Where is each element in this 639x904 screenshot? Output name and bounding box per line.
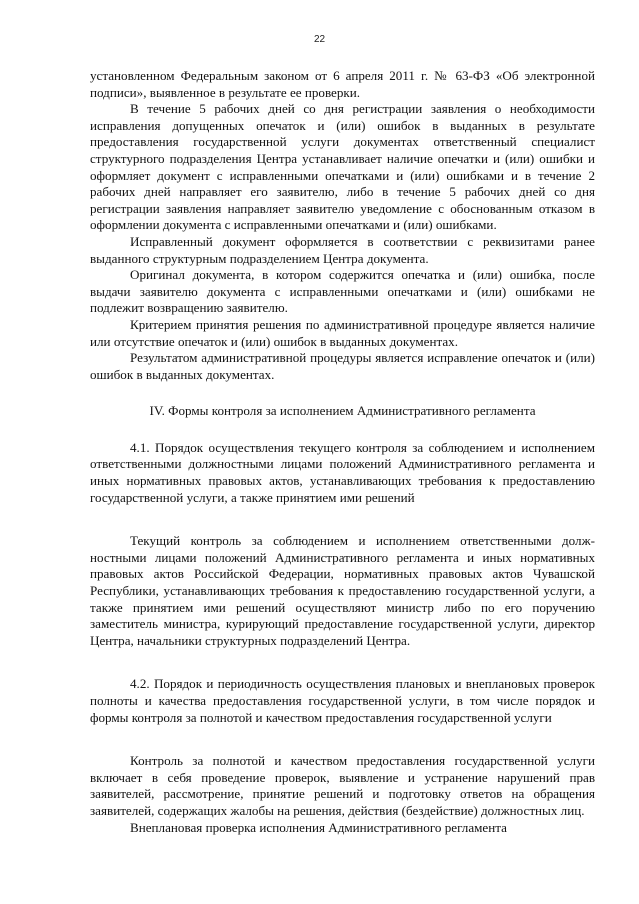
page-number: 22	[313, 34, 326, 45]
paragraph-procedure-result: Результатом административной процедуры является исправление опечаток и (или) ошибок в выданных документах.	[90, 350, 595, 382]
subsection-heading-4-2: 4.2. Порядок и периодичность осуществления плановых и внеплановых проверок полноты и качества предоставления государственной услуги, в том числе порядок и формы контроля за полнотой и качеством предоставления государственной услуги	[90, 676, 595, 725]
paragraph-original-document: Оригинал документа, в котором содержится опечатка и (или) ошибка, после выдачи заявителю документа с исправленными опечатками и (или) ошибками не подлежит возвращению заявителю.	[90, 267, 595, 316]
paragraph-decision-criterion: Критерием принятия решения по административной процедуре является наличие или отсутствие опечаток и (или) ошибок в выданных документах.	[90, 316, 595, 349]
subsection-heading-4-1: 4.1. Порядок осуществления текущего контроля за соблюдением и исполнением ответственными должностными лицами положений Административного регламента и иных нормативных правовых актов, устанавливающих требования к предоставлению государственной услуги, а также принятием ими решений	[90, 439, 595, 505]
paragraph-correction-terms: В течение 5 рабочих дней со дня регистрации заявления о необходимости исправления допущенных опечаток и (или) ошибок в выданных в результате предоставления государственной услуги документах ответственный специалист структурного подразделения Центра устанавливает наличие опечатки и (или) ошибки и оформляет документ с исправленными опечатками и (или) ошибками и в течение 2 рабочих дней направляет его заявителю, либо в течение 5 рабочих дней со дня регистрации заявления направляет заявителю уведомление с обоснованным отказом в оформлении документа с исправленными опечатками и (или) ошибками.	[90, 101, 595, 233]
paragraph-unscheduled-check: Внеплановая проверка исполнения Административного регламента	[130, 819, 507, 835]
document-body	[90, 68, 595, 836]
paragraph-quality-control: Контроль за полнотой и качеством предоставления государственной услуги включает в себя проведение проверок, выявление и устранение нарушений прав заявителей, рассмотрение, принятие решений и подготовку ответов на обращения заявителей, содержащих жалобы на решения, действия (бездействие) должностных лиц.	[90, 753, 595, 818]
paragraph-continuation: установленном Федеральным законом от 6 апреля 2011 г. № 63-ФЗ «Об электронной подписи», выявленное в результате ее проверки.	[90, 68, 595, 100]
paragraph-corrected-document: Исправленный документ оформляется в соответствии с реквизитами ранее выданного структурным подразделением Центра документа.	[90, 233, 595, 266]
section-heading: IV. Формы контроля за исполнением Административного регламента	[149, 403, 536, 419]
paragraph-current-control: Текущий контроль за соблюдением и исполнением ответственными должностными лицами положений Административного регламента и иных нормативных правовых актов Российской Федерации, нормативных правовых актов Чувашской Республики, устанавливающих требования к предоставлению государственной услуги, а также принятием ими решений осуществляют министр либо по его поручению заместитель министра, курирующий предоставление государственной услуги, директор Центра, начальники структурных подразделений Центра.	[90, 533, 595, 648]
